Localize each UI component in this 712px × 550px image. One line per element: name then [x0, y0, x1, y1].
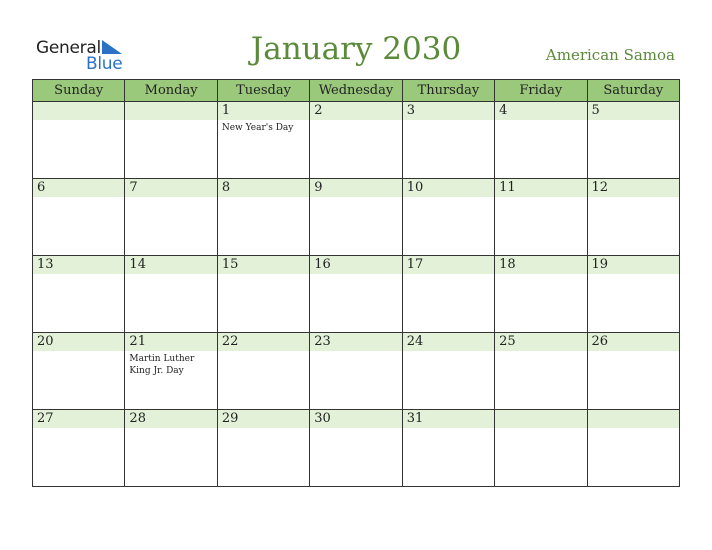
day-cell: [33, 256, 125, 333]
weekday-header: Wednesday: [310, 80, 402, 102]
holiday-label: [310, 120, 401, 122]
holiday-label: [33, 197, 124, 199]
holiday-label: [403, 274, 494, 276]
day-number: [33, 102, 124, 120]
day-number: 16: [310, 256, 401, 274]
day-number: 22: [218, 333, 309, 351]
logo-text-blue: Blue: [86, 54, 123, 74]
week-row: [33, 179, 680, 256]
day-number: 30: [310, 410, 401, 428]
holiday-label: [495, 120, 586, 122]
day-number: 25: [495, 333, 586, 351]
day-cell: [402, 410, 494, 487]
day-number: 27: [33, 410, 124, 428]
holiday-label: [125, 197, 216, 199]
day-cell: [587, 179, 679, 256]
holiday-label: [33, 274, 124, 276]
calendar-title: January 2030: [250, 31, 462, 67]
holiday-label: [403, 197, 494, 199]
logo-text-general: General: [36, 38, 101, 58]
day-cell: [495, 256, 587, 333]
holiday-label: [403, 428, 494, 430]
day-cell: [125, 333, 217, 410]
day-cell: [495, 179, 587, 256]
holiday-label: [495, 197, 586, 199]
week-row: [33, 410, 680, 487]
day-number: 31: [403, 410, 494, 428]
day-number: 21: [125, 333, 216, 351]
day-number: 7: [125, 179, 216, 197]
week-row: [33, 333, 680, 410]
day-cell: [310, 410, 402, 487]
day-cell: [587, 102, 679, 179]
day-cell: [310, 333, 402, 410]
holiday-label: [310, 351, 401, 353]
holiday-label: [33, 351, 124, 353]
holiday-label: [33, 428, 124, 430]
week-row: [33, 102, 680, 179]
holiday-label: [495, 274, 586, 276]
calendar-body: [33, 102, 680, 487]
day-cell: [125, 179, 217, 256]
day-cell: [310, 256, 402, 333]
day-number: 29: [218, 410, 309, 428]
day-cell: [125, 410, 217, 487]
weekday-header: Saturday: [587, 80, 679, 102]
day-number: 15: [218, 256, 309, 274]
day-number: 6: [33, 179, 124, 197]
day-cell: [310, 179, 402, 256]
day-cell: [217, 333, 309, 410]
day-number: 9: [310, 179, 401, 197]
day-cell: [310, 102, 402, 179]
holiday-label: [588, 120, 679, 122]
day-cell: [402, 179, 494, 256]
weekday-header-row: [33, 80, 680, 102]
holiday-label: [125, 120, 216, 122]
day-cell: [33, 179, 125, 256]
day-cell: [402, 333, 494, 410]
day-number: 24: [403, 333, 494, 351]
holiday-label: [588, 274, 679, 276]
holiday-label: [310, 428, 401, 430]
holiday-label: [588, 351, 679, 353]
day-number: 2: [310, 102, 401, 120]
day-cell: [217, 179, 309, 256]
day-cell: [33, 410, 125, 487]
day-number: 20: [33, 333, 124, 351]
holiday-label: New Year's Day: [221, 123, 294, 133]
holiday-label: Martin Luther King Jr. Day: [129, 354, 195, 376]
holiday-label: [310, 274, 401, 276]
day-number: [588, 410, 679, 428]
holiday-label: [403, 351, 494, 353]
weekday-header: Thursday: [402, 80, 494, 102]
weekday-header: Sunday: [33, 80, 125, 102]
holiday-label: [495, 428, 586, 430]
day-cell: [125, 256, 217, 333]
day-cell: [217, 256, 309, 333]
day-cell: [402, 102, 494, 179]
day-number: [125, 102, 216, 120]
day-cell: [495, 102, 587, 179]
day-number: 12: [588, 179, 679, 197]
day-cell: [33, 333, 125, 410]
day-cell: [587, 333, 679, 410]
holiday-label: [125, 428, 216, 430]
holiday-label: [588, 428, 679, 430]
day-cell: [125, 102, 217, 179]
holiday-label: [125, 274, 216, 276]
holiday-label: [218, 351, 309, 353]
day-number: 4: [495, 102, 586, 120]
day-number: [495, 410, 586, 428]
holiday-label: [403, 120, 494, 122]
holiday-label: [218, 274, 309, 276]
holiday-label: [218, 197, 309, 199]
day-cell: [402, 256, 494, 333]
day-cell: [217, 102, 309, 179]
day-cell: [495, 410, 587, 487]
country-label: American Samoa: [545, 46, 675, 64]
day-number: 11: [495, 179, 586, 197]
holiday-label: [495, 351, 586, 353]
day-cell: [217, 410, 309, 487]
day-number: 1: [218, 102, 309, 120]
calendar-grid: [32, 79, 680, 487]
weekday-header: Tuesday: [217, 80, 309, 102]
day-cell: [495, 333, 587, 410]
day-number: 3: [403, 102, 494, 120]
day-number: 26: [588, 333, 679, 351]
day-cell: [587, 256, 679, 333]
day-number: 28: [125, 410, 216, 428]
day-number: 10: [403, 179, 494, 197]
weekday-header: Monday: [125, 80, 217, 102]
day-cell: [33, 102, 125, 179]
holiday-label: [588, 197, 679, 199]
day-number: 8: [218, 179, 309, 197]
day-number: 19: [588, 256, 679, 274]
holiday-label: [218, 428, 309, 430]
weekday-header: Friday: [495, 80, 587, 102]
day-number: 23: [310, 333, 401, 351]
day-number: 18: [495, 256, 586, 274]
holiday-label: [33, 120, 124, 122]
day-number: 5: [588, 102, 679, 120]
day-cell: [587, 410, 679, 487]
day-number: 17: [403, 256, 494, 274]
day-number: 13: [33, 256, 124, 274]
holiday-label: [310, 197, 401, 199]
week-row: [33, 256, 680, 333]
day-number: 14: [125, 256, 216, 274]
